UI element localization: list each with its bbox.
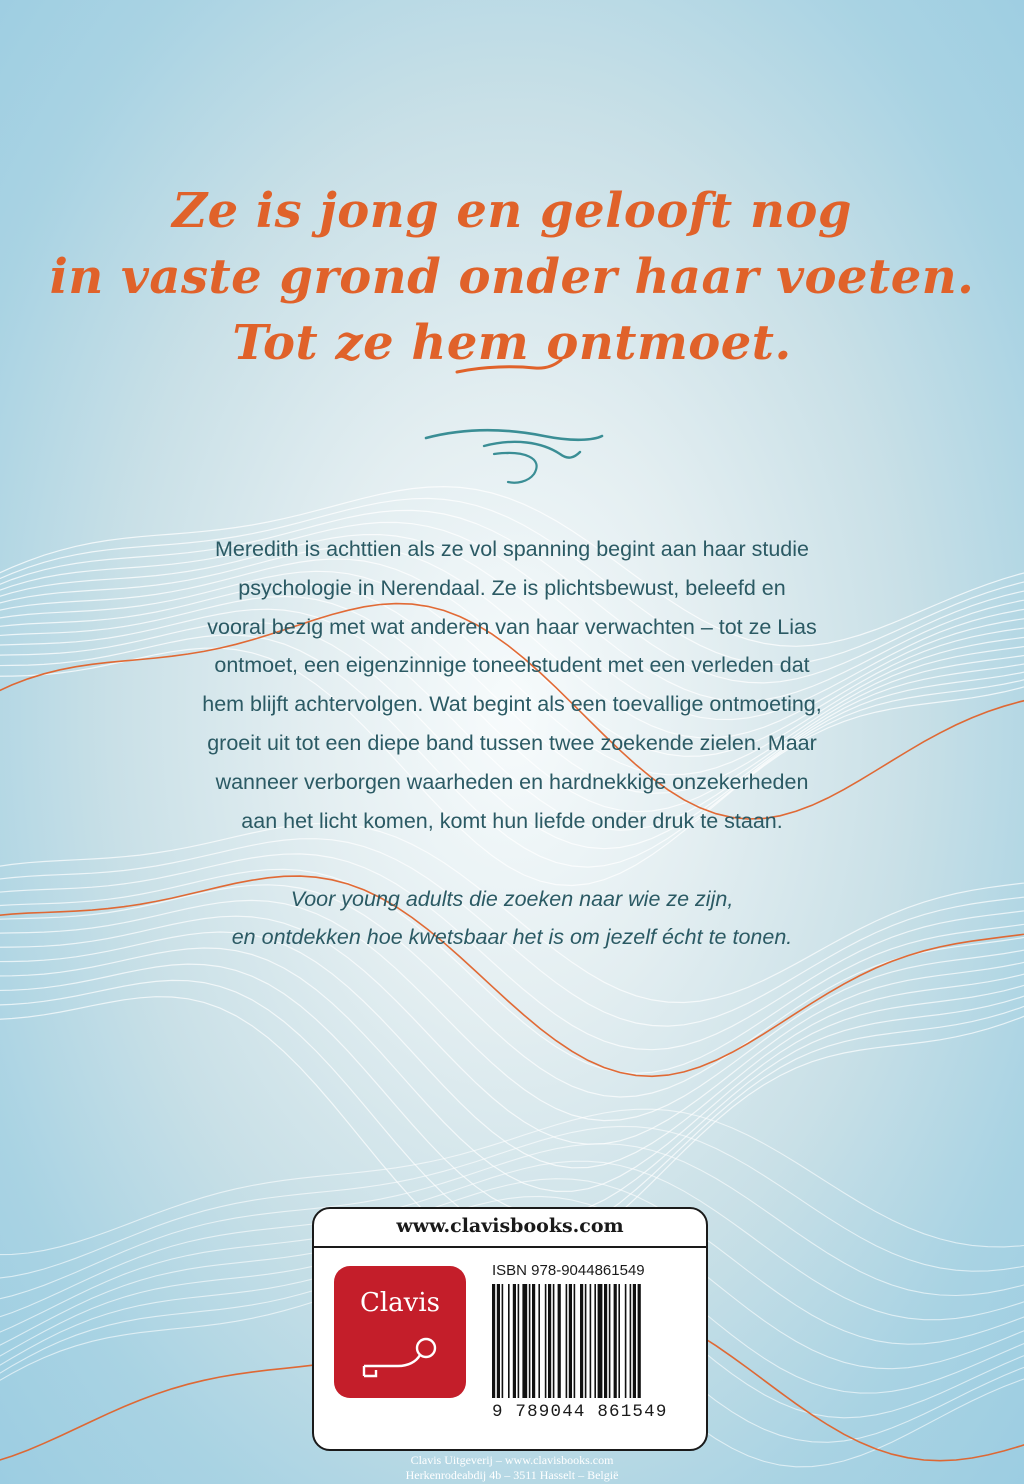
tagline-underline-flourish — [455, 356, 565, 380]
barcode-bar — [529, 1284, 531, 1398]
synopsis-line: wanneer verborgen waarheden en hardnekkige onzekerheden — [215, 769, 809, 794]
barcode-bar — [538, 1284, 540, 1398]
publisher-label — [312, 1207, 708, 1451]
barcode-bar — [585, 1284, 587, 1398]
barcode-bar — [618, 1284, 620, 1398]
isbn-text: ISBN 978-9044861549 — [492, 1262, 645, 1279]
barcode-bar — [545, 1284, 547, 1398]
wave-divider-ornament — [424, 424, 604, 488]
audience-line: en ontdekken hoe kwetsbaar het is om jezelf écht te tonen. — [231, 925, 793, 949]
barcode-bar — [569, 1284, 572, 1398]
audience-line: Voor young adults die zoeken naar wie ze zijn, — [290, 887, 734, 911]
barcode-bar — [580, 1284, 583, 1398]
synopsis-line: groeit uit tot een diepe band tussen twee zoekende zielen. Maar — [207, 730, 817, 755]
synopsis-line: aan het licht komen, komt hun liefde onder druk te staan. — [241, 808, 783, 833]
tagline-line-3: Tot ze hem ontmoet. — [232, 315, 792, 371]
imprint-line-2: Herkenrodeabdij 4b – 3511 Hasselt – België — [405, 1468, 619, 1482]
barcode-bar — [522, 1284, 527, 1398]
barcode-bar — [633, 1284, 636, 1398]
barcode-bar — [558, 1284, 561, 1398]
barcode-bar — [594, 1284, 596, 1398]
key-icon — [358, 1336, 444, 1378]
tagline — [0, 178, 1024, 376]
barcode-bar — [492, 1284, 495, 1398]
tagline-line-2: in vaste grond onder haar voeten. — [49, 249, 975, 305]
publisher-website[interactable]: www.clavisbooks.com — [396, 1215, 624, 1237]
barcode-bar — [518, 1284, 520, 1398]
wave-line — [0, 980, 1024, 1239]
synopsis — [150, 530, 874, 840]
barcode-bar — [625, 1284, 627, 1398]
barcode-bar — [566, 1284, 568, 1398]
barcode-bar — [497, 1284, 500, 1398]
barcode-bar — [604, 1284, 607, 1398]
logo-wordmark: Clavis — [359, 1288, 441, 1318]
barcode-bar — [614, 1284, 617, 1398]
barcode-bar — [590, 1284, 592, 1398]
tagline-line-1: Ze is jong en gelooft nog — [172, 183, 852, 239]
barcode-bar — [553, 1284, 555, 1398]
barcode-bar — [574, 1284, 576, 1398]
clavis-logo — [334, 1266, 466, 1398]
synopsis-line: hem blijft achtervolgen. Wat begint als een toevallige ontmoeting, — [202, 692, 822, 717]
barcode-bar — [502, 1284, 504, 1398]
barcode-bar — [609, 1284, 611, 1398]
barcode-number: 9 789044 861549 — [492, 1402, 668, 1422]
imprint-line-1: Clavis Uitgeverij – www.clavisbooks.com — [410, 1453, 614, 1467]
barcode-bar — [513, 1284, 516, 1398]
synopsis-line: Meredith is achttien als ze vol spanning begint aan haar studie — [214, 537, 809, 561]
barcode-bar — [508, 1284, 510, 1398]
barcode-bar — [638, 1284, 641, 1398]
label-divider — [314, 1246, 706, 1248]
barcode-bar — [548, 1284, 551, 1398]
wave-line — [0, 948, 1024, 1191]
barcode-bar — [598, 1284, 603, 1398]
synopsis-line: psychologie in Nerendaal. Ze is plichtsbewust, beleefd en — [238, 575, 786, 600]
barcode-bar — [532, 1284, 535, 1398]
publisher-imprint — [0, 1453, 1024, 1483]
barcode — [492, 1284, 692, 1400]
synopsis-line: vooral bezig met wat anderen van haar verwachten – tot ze Lias — [207, 614, 817, 639]
barcode-bar — [630, 1284, 632, 1398]
synopsis-line: ontmoet, een eigenzinnige toneelstudent met een verleden dat — [214, 653, 810, 678]
audience-statement — [150, 880, 874, 956]
